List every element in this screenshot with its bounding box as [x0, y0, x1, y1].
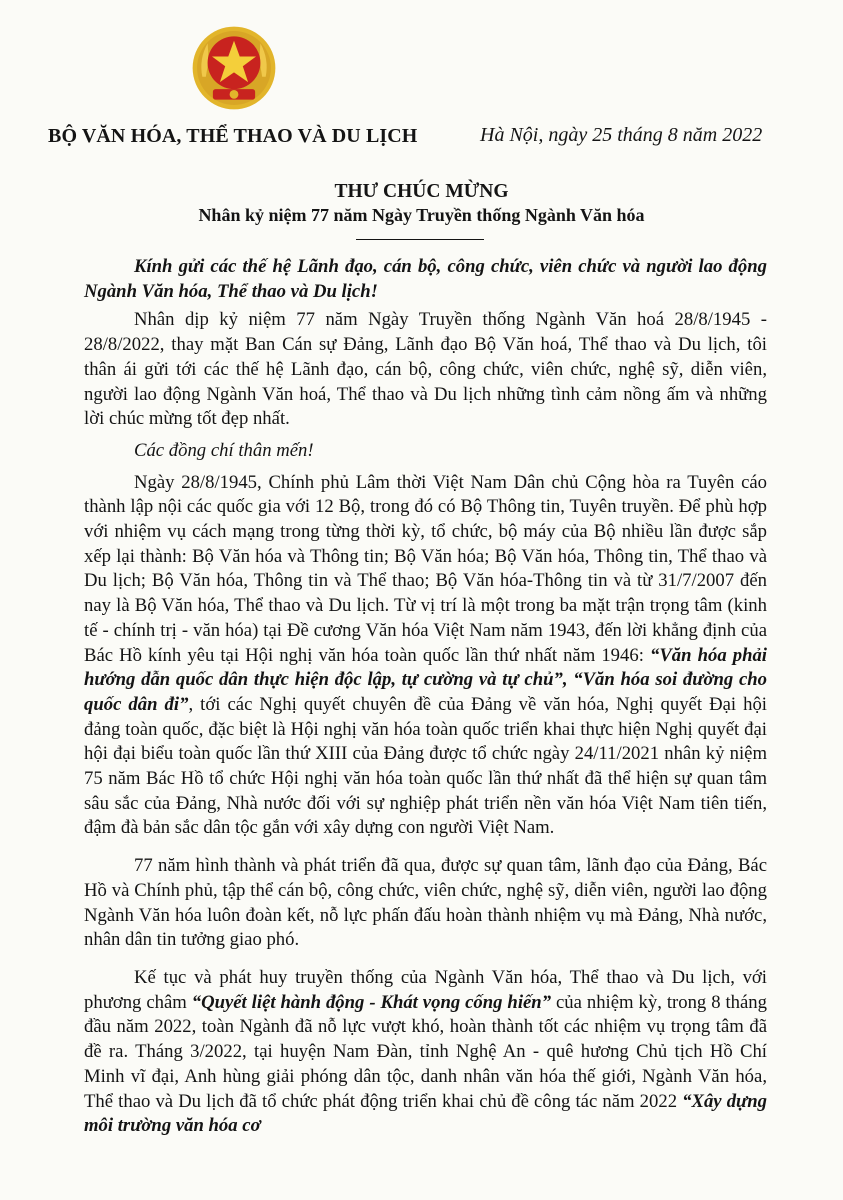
paragraph-4: [84, 966, 767, 1139]
salutation: Kính gửi các thế hệ Lãnh đạo, cán bộ, công chức, viên chức và người lao động Ngành Văn hóa, Thể thao và Du lịch!: [84, 256, 767, 302]
national-emblem-icon: [190, 24, 278, 112]
paragraph-4-text-a: Kế tục và phát huy truyền thống của Ngành Văn hóa, Thể thao và Du lịch, với phương châm: [84, 966, 767, 1013]
paragraph-2-quote: “Văn hóa phải hướng dẫn quốc dân thực hiện độc lập, tự cường và tự chủ”, “Văn hóa soi đường cho quốc dân đi”: [84, 644, 767, 715]
paragraph-2: [84, 471, 767, 842]
letter-subtitle: Nhân kỷ niệm 77 năm Ngày Truyền thống Ngành Văn hóa: [198, 205, 645, 225]
title-divider: [356, 239, 484, 240]
paragraph-4-text-b: của nhiệm kỳ, trong 8 tháng đầu năm 2022, toàn Ngành đã nỗ lực vượt khó, hoàn thành tốt các nhiệm vụ trọng tâm đã đề ra. Tháng 3/2022, tại huyện Nam Đàn, tỉnh Nghệ An - quê hương Chủ tịch Hồ Chí Minh vĩ đại, Anh hùng giải phóng dân tộc, danh nhân văn hóa thế giới, Ngành Văn hóa, Thể thao và Du lịch đã tổ chức phát động triển khai chủ đề công tác năm 2022: [84, 991, 767, 1112]
dateline: Hà Nội, ngày 25 tháng 8 năm 2022: [480, 124, 763, 146]
letter-title: THƯ CHÚC MỪNG: [334, 181, 509, 202]
paragraph-2-text-b: , tới các Nghị quyết chuyên đề của Đảng về văn hóa, Nghị quyết Đại hội đảng toàn quốc, đặc biệt là Hội nghị văn hóa toàn quốc triển khai thực hiện Nghị quyết đại hội đại biểu toàn quốc lần thứ XIII của Đảng được tổ chức ngày 24/11/2021 nhân kỷ niệm 75 năm Bác Hồ tổ chức Hội nghị văn hóa toàn quốc lần thứ nhất đã thể hiện sự quan tâm sâu sắc của Đảng, Nhà nước đối với sự nghiệp phát triển nền văn hóa Việt Nam tiên tiến, đậm đà bản sắc dân tộc gắn với xây dựng con người Việt Nam.: [84, 693, 767, 839]
greeting: Các đồng chí thân mến!: [134, 439, 314, 461]
paragraph-3: 77 năm hình thành và phát triển đã qua, được sự quan tâm, lãnh đạo của Đảng, Bác Hồ và Chính phủ, tập thể cán bộ, công chức, viên chức, nghệ sỹ, diễn viên, người lao động Ngành Văn hóa luôn đoàn kết, nỗ lực phấn đấu hoàn thành nhiệm vụ mà Đảng, Nhà nước, nhân dân tin tưởng giao phó.: [84, 855, 767, 951]
paragraph-1: Nhân dịp kỷ niệm 77 năm Ngày Truyền thống Ngành Văn hoá 28/8/1945 - 28/8/2022, thay mặt Ban Cán sự Đảng, Lãnh đạo Bộ Văn hoá, Thể thao và Du lịch, tôi thân ái gửi tới các thế hệ Lãnh đạo, cán bộ, công chức, viên chức, nghệ sỹ, diễn viên, người lao động Ngành Văn hoá, Thể thao và Du lịch những tình cảm nồng ấm và những lời chúc mừng tốt đẹp nhất.: [84, 309, 767, 430]
paragraph-4-quote-1: “Quyết liệt hành động - Khát vọng cống hiến”: [191, 991, 552, 1013]
paragraph-4-quote-2: “Xây dựng môi trường văn hóa cơ: [84, 1090, 767, 1137]
letter-body: [84, 255, 767, 1152]
organization-name: BỘ VĂN HÓA, THỂ THAO VÀ DU LỊCH: [48, 125, 418, 147]
paragraph-2-text-a: Ngày 28/8/1945, Chính phủ Lâm thời Việt Nam Dân chủ Cộng hòa ra Tuyên cáo thành lập nội các quốc gia với 12 Bộ, trong đó có Bộ Thông tin, Tuyên truyền. Để phù hợp với nhiệm vụ cách mạng trong từng thời kỳ, tổ chức, bộ máy của Bộ nhiều lần được sắp xếp lại thành: Bộ Văn hóa và Thông tin; Bộ Văn hóa; Bộ Văn hóa, Thông tin, Thể thao và Du lịch; Bộ Văn hóa, Thông tin và Thể thao; Bộ Văn hóa-Thông tin và từ 31/7/2007 đến nay là Bộ Văn hóa, Thể thao và Du lịch. Từ vị trí là một trong ba mặt trận trọng tâm (kinh tế - chính trị - văn hóa) tại Đề cương Văn hóa Việt Nam năm 1943, đến lời khẳng định của Bác Hồ kính yêu tại Hội nghị văn hóa toàn quốc lần thứ nhất năm 1946:: [84, 471, 767, 666]
